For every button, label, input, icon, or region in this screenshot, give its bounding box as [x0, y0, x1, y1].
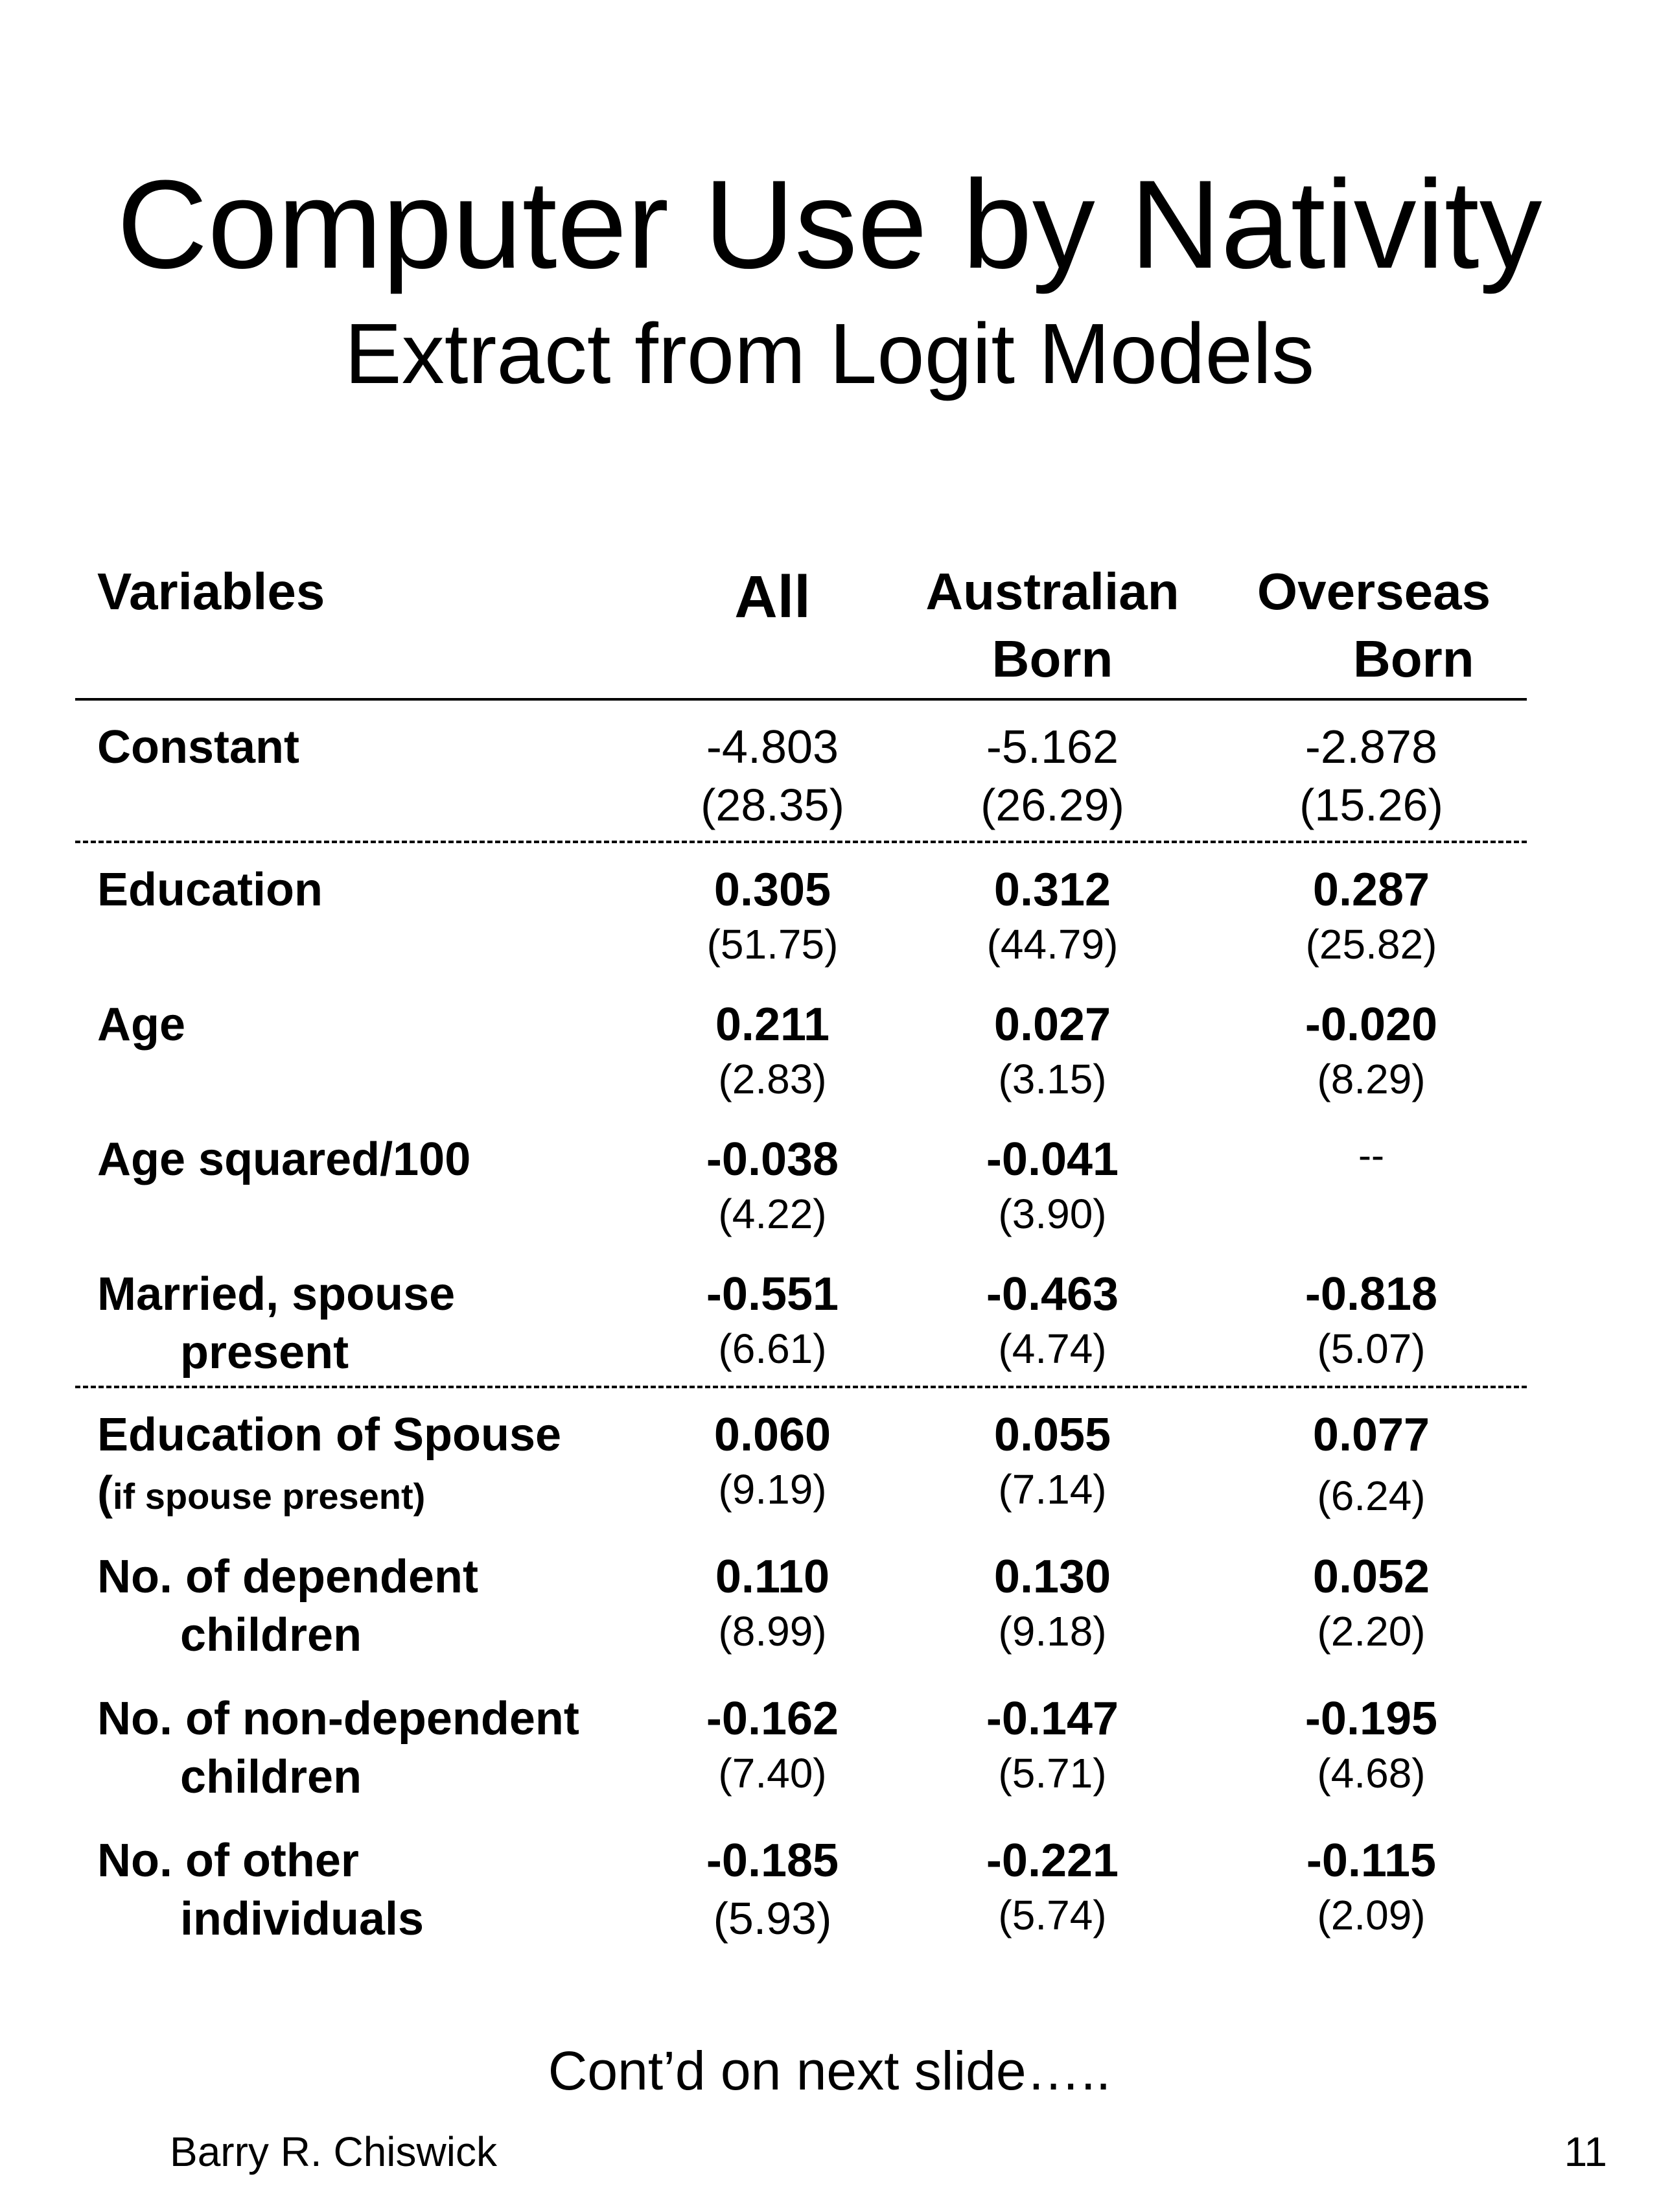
coef-all: 0.110 — [715, 1551, 830, 1603]
tstat-all: (7.40) — [718, 1750, 827, 1797]
tstat-australian: (5.71) — [998, 1750, 1107, 1797]
row-label: No. of other — [97, 1835, 359, 1887]
row-label-line2: present — [180, 1327, 349, 1379]
row-label-line2: children — [180, 1751, 362, 1803]
row-label: No. of dependent — [97, 1551, 478, 1603]
row-label: No. of non-dependent — [97, 1693, 579, 1745]
tstat-overseas: (25.82) — [1305, 921, 1437, 968]
coef-overseas: -0.115 — [1306, 1835, 1437, 1887]
coef-australian: 0.312 — [993, 864, 1111, 916]
header-overseas-line1: Overseas — [1257, 563, 1491, 620]
page-number: 11 — [1564, 2128, 1607, 2175]
tstat-overseas: (5.07) — [1317, 1325, 1426, 1372]
row-label: Age squared/100 — [97, 1134, 471, 1185]
open-paren: ( — [97, 1467, 113, 1519]
row-label-note: if spouse present) — [112, 1476, 426, 1517]
header-all: All — [734, 564, 811, 630]
tstat-all: (5.93) — [713, 1893, 832, 1944]
coef-australian: -0.463 — [986, 1268, 1119, 1320]
tstat-overseas: (15.26) — [1299, 780, 1443, 830]
row-label: Constant — [97, 721, 299, 773]
coef-australian: 0.027 — [993, 999, 1111, 1051]
tstat-australian: (3.90) — [998, 1191, 1107, 1237]
coef-overseas: -2.878 — [1305, 721, 1438, 773]
continued-note: Cont’d on next slide….. — [548, 2040, 1111, 2101]
tstat-all: (8.99) — [718, 1608, 827, 1655]
slide-subtitle: Extract from Logit Models — [344, 306, 1315, 401]
coef-australian: -0.221 — [986, 1835, 1119, 1887]
tstat-australian: (9.18) — [998, 1608, 1107, 1655]
header-australian-line2: Born — [992, 630, 1113, 688]
coef-overseas: -- — [1358, 1134, 1384, 1177]
tstat-all: (6.61) — [718, 1325, 827, 1372]
coef-australian: -5.162 — [986, 721, 1119, 773]
tstat-all: (51.75) — [706, 921, 839, 968]
header-rule — [75, 698, 1527, 701]
tstat-all: (2.83) — [718, 1056, 827, 1102]
coef-all: -0.038 — [706, 1134, 839, 1185]
coef-all: 0.060 — [713, 1409, 831, 1461]
row-label: Married, spouse — [97, 1268, 456, 1320]
row-label: Age — [97, 999, 186, 1051]
coef-overseas: 0.287 — [1312, 864, 1430, 916]
header-overseas-line2: Born — [1353, 630, 1474, 688]
coef-all: -4.803 — [706, 721, 839, 773]
coef-overseas: -0.195 — [1305, 1693, 1438, 1745]
coef-all: -0.551 — [706, 1268, 839, 1320]
row-label-line2: children — [180, 1609, 362, 1661]
coef-overseas: -0.020 — [1305, 999, 1438, 1051]
tstat-australian: (44.79) — [986, 921, 1119, 968]
slide-title: Computer Use by Nativity — [117, 154, 1542, 295]
tstat-overseas: (2.20) — [1317, 1608, 1426, 1655]
row-label-line2 — [97, 1467, 426, 1519]
tstat-australian: (5.74) — [998, 1892, 1107, 1938]
tstat-australian: (4.74) — [998, 1325, 1107, 1372]
coef-australian: 0.055 — [993, 1409, 1111, 1461]
tstat-overseas: (2.09) — [1317, 1892, 1426, 1938]
coef-overseas: 0.077 — [1312, 1409, 1430, 1461]
row-label: Education of Spouse — [97, 1409, 562, 1461]
coef-all: 0.305 — [713, 864, 831, 916]
tstat-all: (9.19) — [718, 1466, 827, 1513]
header-variables: Variables — [97, 563, 325, 620]
tstat-all: (28.35) — [701, 780, 844, 830]
tstat-australian: (26.29) — [980, 780, 1124, 830]
coef-all: -0.162 — [706, 1693, 839, 1745]
tstat-overseas: (4.68) — [1317, 1750, 1426, 1797]
row-label-line2: individuals — [180, 1893, 424, 1945]
row-label: Education — [97, 864, 323, 916]
tstat-all: (4.22) — [718, 1191, 827, 1237]
tstat-australian: (3.15) — [998, 1056, 1107, 1102]
coef-all: -0.185 — [706, 1835, 839, 1887]
coef-australian: -0.041 — [986, 1134, 1119, 1185]
dashed-divider — [75, 841, 1527, 843]
coef-all: 0.211 — [715, 999, 830, 1051]
header-australian-line1: Australian — [925, 563, 1179, 620]
dashed-divider — [75, 1386, 1527, 1388]
coef-australian: 0.130 — [993, 1551, 1111, 1603]
coef-australian: -0.147 — [986, 1693, 1119, 1745]
tstat-australian: (7.14) — [998, 1466, 1107, 1513]
tstat-overseas: (8.29) — [1317, 1056, 1426, 1102]
footer-author: Barry R. Chiswick — [170, 2128, 497, 2175]
coef-overseas: 0.052 — [1312, 1551, 1430, 1603]
coef-overseas: -0.818 — [1305, 1268, 1438, 1320]
tstat-overseas: (6.24) — [1317, 1473, 1426, 1519]
